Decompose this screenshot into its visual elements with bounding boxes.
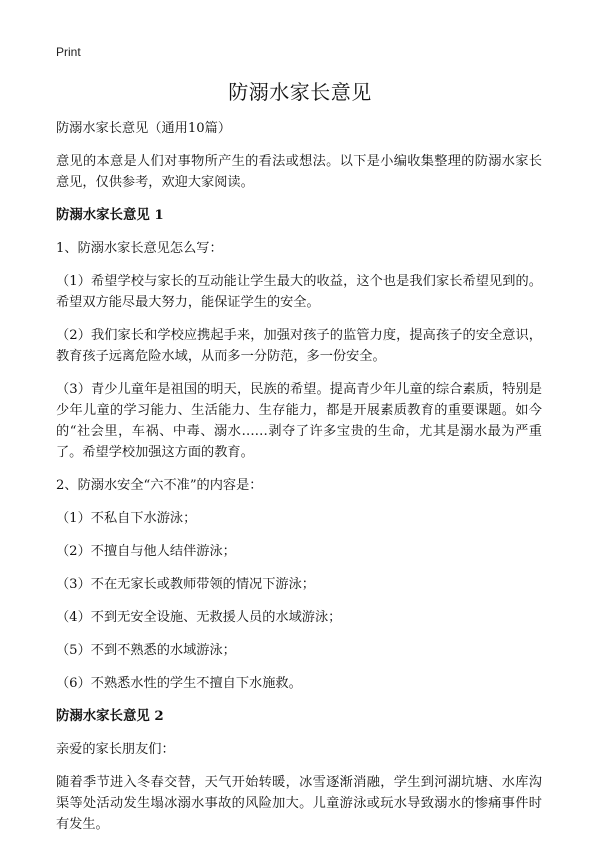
document-body xyxy=(56,118,542,847)
document-title: 防溺水家长意见 xyxy=(228,80,372,104)
rule-item-4: （4）不到无安全设施、无救援人员的水域游泳； xyxy=(56,610,342,625)
section-heading-2: 防溺水家长意见 2 xyxy=(56,708,164,724)
rule-item-3: （3）不在无家长或教师带领的情况下游泳； xyxy=(56,577,315,592)
rule-item-2: （2）不擅自与他人结伴游泳； xyxy=(56,544,236,559)
rule-item-6: （6）不熟悉水性的学生不擅自下水施救。 xyxy=(56,676,302,691)
section-heading-1: 防溺水家长意见 1 xyxy=(56,207,164,223)
subsection-heading-six-rules: 2、防溺水安全“六不准”的内容是： xyxy=(56,478,263,493)
intro-paragraph: 意见的本意是人们对事物所产生的看法或想法。以下是小编收集整理的防溺水家长意见，仅供参考，欢迎大家阅读。 xyxy=(56,154,542,190)
subsection-heading-how-to-write: 1、防溺水家长意见怎么写： xyxy=(56,241,223,256)
print-link[interactable]: Print xyxy=(56,45,81,59)
rule-item-1: （1）不私自下水游泳； xyxy=(56,511,197,526)
opinion-paragraph-1: （1）希望学校与家长的互动能让学生最大的收益，这个也是我们家长希望见到的。希望双方能尽最大努力，能保证学生的安全。 xyxy=(56,274,542,310)
rule-item-5: （5）不到不熟悉的水域游泳； xyxy=(56,643,236,658)
subtitle: 防溺水家长意见（通用10篇） xyxy=(56,121,232,136)
section2-paragraph-1: 随着季节进入冬春交替，天气开始转暖，冰雪逐渐消融，学生到河湖坑塘、水库沟渠等处活动发生塌冰溺水事故的风险加大。儿童游泳或玩水导致溺水的惨痛事件时有发生。 xyxy=(56,775,542,832)
opinion-paragraph-3: （3）青少儿童年是祖国的明天，民族的希望。提高青少年儿童的综合素质，特别是少年儿童的学习能力、生活能力、生存能力，都是开展素质教育的重要课题。如今的“社会里，车祸、中毒、溺水……剥夺了许多宝贵的生命，尤其是溺水最为严重了。希望学校加强这方面的教育。 xyxy=(56,382,542,460)
greeting: 亲爱的家长朋友们： xyxy=(56,742,175,757)
opinion-paragraph-2: （2）我们家长和学校应携起手来，加强对孩子的监管力度，提高孩子的安全意识，教育孩子远离危险水域，从而多一分防范，多一份安全。 xyxy=(56,328,542,364)
